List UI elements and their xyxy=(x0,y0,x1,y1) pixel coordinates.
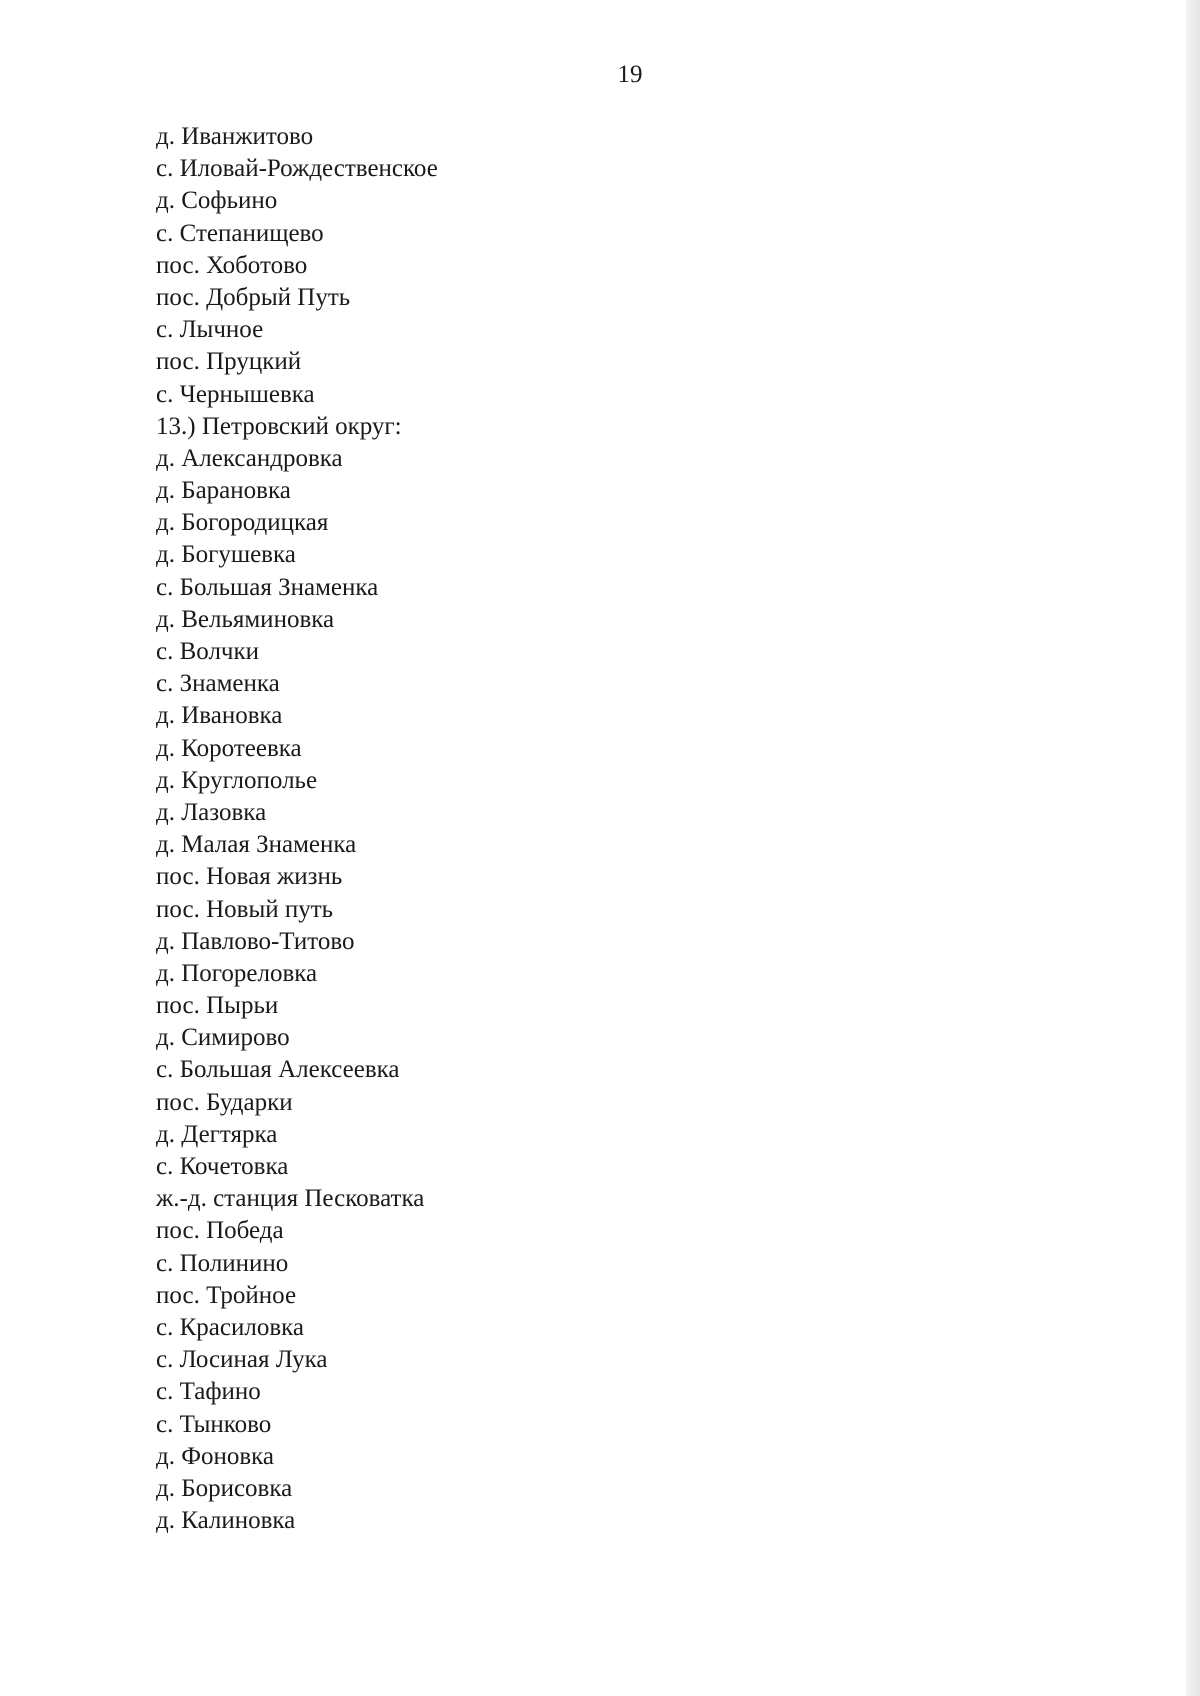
settlement-list-item: с. Кочетовка xyxy=(156,1153,289,1180)
settlement-list-item: д. Вельяминовка xyxy=(156,605,335,633)
settlement-list-item: 13.) Петровский округ: xyxy=(156,412,402,440)
settlement-list-item: с. Тынково xyxy=(156,1410,272,1438)
settlement-list-item: д. Борисовка xyxy=(156,1474,293,1502)
settlement-list-item: д. Иванжитово xyxy=(156,123,314,150)
settlement-list-item: д. Александровка xyxy=(156,444,343,472)
settlement-list-item: с. Волчки xyxy=(156,638,260,665)
settlement-list-item: с. Чернышевка xyxy=(156,380,315,408)
settlement-list-item: ж.-д. станция Песковатка xyxy=(156,1185,425,1213)
settlement-list-item: с. Тафино xyxy=(156,1378,261,1406)
settlement-list-item: с. Знаменка xyxy=(156,670,280,698)
settlement-list-item: д. Коротеевка xyxy=(156,734,302,762)
settlement-list-item: с. Большая Алексеевка xyxy=(156,1056,400,1084)
settlement-list-item: д. Дегтярка xyxy=(156,1120,278,1148)
settlement-list-item: с. Лосиная Лука xyxy=(156,1346,328,1374)
settlement-list-item: д. Фоновка xyxy=(156,1442,275,1470)
settlement-list-item: с. Степанищево xyxy=(156,219,324,247)
settlement-list-item: д. Софьино xyxy=(156,187,278,215)
settlement-list-item: д. Богушевка xyxy=(156,541,296,569)
settlement-list-item: д. Погореловка xyxy=(156,959,318,987)
settlement-list-item: д. Лазовка xyxy=(156,798,267,826)
settlement-list-item: д. Малая Знаменка xyxy=(156,831,357,859)
settlement-list-item: пос. Новая жизнь xyxy=(156,863,343,891)
settlement-list-item: пос. Пырьи xyxy=(156,992,279,1020)
settlement-list-item: д. Калиновка xyxy=(156,1507,296,1535)
settlement-list-item: д. Барановка xyxy=(156,477,291,505)
settlement-list-item: д. Богородицкая xyxy=(156,509,329,537)
settlement-list-item: с. Иловай-Рождественское xyxy=(156,155,438,183)
settlement-list-item: д. Круглополье xyxy=(156,766,318,794)
settlement-list xyxy=(156,121,438,1537)
settlement-list-item: с. Полинино xyxy=(156,1249,289,1277)
settlement-list-item: пос. Тройное xyxy=(156,1281,297,1309)
settlement-list-item: д. Ивановка xyxy=(156,702,283,730)
settlement-list-item: д. Симирово xyxy=(156,1024,290,1052)
settlement-list-item: пос. Бударки xyxy=(156,1088,293,1116)
settlement-list-item: пос. Победа xyxy=(156,1217,284,1245)
settlement-list-item: с. Красиловка xyxy=(156,1313,304,1341)
settlement-list-item: с. Большая Знаменка xyxy=(156,573,379,601)
settlement-list-item: пос. Добрый Путь xyxy=(156,283,351,311)
page-number: 19 xyxy=(617,61,643,88)
settlement-list-item: пос. Хоботово xyxy=(156,251,308,279)
settlement-list-item: пос. Новый путь xyxy=(156,895,334,923)
settlement-list-item: д. Павлово-Титово xyxy=(156,927,355,955)
scan-edge-shadow xyxy=(1186,0,1200,1696)
settlement-list-item: пос. Пруцкий xyxy=(156,348,302,376)
settlement-list-item: с. Лычное xyxy=(156,316,264,344)
